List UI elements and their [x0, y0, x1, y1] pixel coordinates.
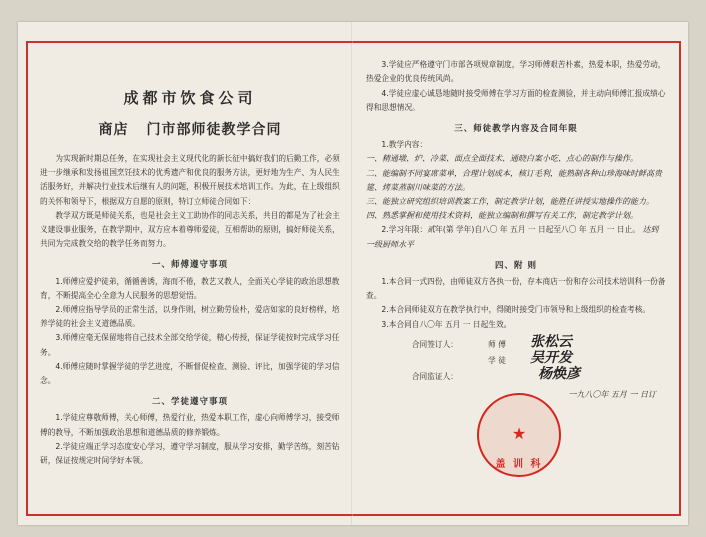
term-label: 2.学习年限： [381, 225, 428, 235]
master-label: 师 傅 [488, 339, 506, 349]
handwritten-content-line: 三、能独立研究组织培训教案工作，制定教学计划，能胜任讲授实地操作的能力。 [366, 197, 654, 207]
title-shop: 商店 [98, 122, 129, 138]
master-item: 4.师傅应随时掌握学徒的学艺进度，不断督促检查、测验、评比，加强学徒的学习信念。 [40, 361, 340, 386]
supervisor-row [366, 366, 666, 384]
signatory-row [366, 333, 666, 352]
student-item: 4.学徒应虚心诚恳地随时接受师傅在学习方面的检查测验，并主动向师傅汇报成绩心得和思想情况。 [366, 88, 666, 112]
supervisor-label: 合同监证人： [411, 372, 458, 382]
right-column [366, 44, 666, 403]
term-line [366, 223, 666, 251]
master-signature: 张松云 [530, 333, 572, 350]
signatories-label: 合同签订人： [411, 339, 458, 349]
content-label: 1.教学内容： [381, 140, 428, 150]
handwritten-content-line: 二、能编制不同宴席菜单，合理计划成本，核订毛利，能熟制各种山珍海味时鲜高贵筵、烤菜蒸制川味菜的方法。 [366, 168, 662, 192]
master-item: 1.师傅应爱护徒弟，循循善诱，海而不倦，教艺又教人，全面关心学徒的政治思想教育，不断提高全心全意为人民服务的思想觉悟。 [40, 276, 340, 300]
preamble [40, 152, 340, 251]
red-seal-stamp [477, 393, 561, 477]
center-fold-line [351, 22, 353, 525]
seal-star-icon: ★ [511, 424, 527, 443]
master-item: 2.师傅应指导学员的正常生活，以身作则，树立勤劳俭朴，爱店如家的良好榜样，培养学徒的社会主义道德品质。 [40, 305, 340, 329]
student-item: 1.学徒应尊敬师傅，关心师傅，热爱行业，热爱本职工作，虚心向师傅学习，接受师傅的教导，不断加强政治思想和道德品质的修养锻炼。 [40, 413, 340, 437]
student-row [366, 350, 666, 368]
left-column [40, 44, 340, 468]
student-label: 学 徒 [488, 356, 506, 366]
preamble-paragraph: 为实现新时期总任务，在实现社会主义现代化的新长征中搞好我们的后勤工作，必须进一步继承和发扬祖国烹饪技术的优秀遗产和优良的服务方法，更好地为生产、为人民生活服务好，并解决行业技术后继有人的问题，积极开展技术培训工作。为此，在上级组织的关怀和领导下，根据双方自愿的原则，特订立师徒合同如下： [40, 154, 340, 206]
section-content-title: 三、师徒教学内容及合同年限 [454, 124, 578, 135]
company-title: 成都市饮食公司 [123, 89, 257, 107]
student-item-continued [366, 44, 666, 58]
contract-title [40, 120, 340, 140]
term-tail: 年(第 学年)自八〇 年 五月 一 日起至八〇 年 五月 一 日止。 [435, 225, 640, 235]
title-contract: 门市部师徒教学合同 [146, 122, 282, 138]
term-years: 贰 [427, 225, 436, 235]
seal-text: 盖 训 科 [495, 459, 543, 470]
appendix-item: 3.本合同自八〇年 五月 一 日起生效。 [381, 319, 512, 329]
section-appendix-title: 四、附 则 [495, 260, 537, 271]
student-item: 2.学徒应端正学习态度安心学习，遵守学习制度，服从学习安排，勤学苦练，刻苦钻研，保证按规定时间学好本领。 [40, 441, 340, 466]
appendix-item: 1.本合同一式四份，由师徒双方各执一份，存本商店一份和存公司技术培训科一份备查。 [366, 277, 666, 301]
handwritten-content-line: 一、精通墩、炉、冷菜、面点全面技术、通晓白案小吃、点心的制作与操作。 [366, 154, 638, 164]
term-note: 达到一级厨师水平 [366, 225, 659, 249]
section-master-title: 一、师傅遵守事项 [151, 260, 228, 271]
appendix-item: 2.本合同师徒双方在教学执行中，得随时接受门市领导和上级组织的检查考核。 [381, 305, 651, 315]
master-item: 3.师傅应毫无保留地将自己技术全部交给学徒，精心传授，保证学徒按时完成学习任务。 [40, 333, 340, 357]
signing-date: 一九八〇年 五月 一 日订 [568, 390, 656, 400]
student-item: 3.学徒应严格遵守门市部各项规章制度，学习师傅艰苦朴素，热爱本职，热爱劳动，热爱企业的优良传统风尚。 [366, 60, 666, 84]
supervisor-signature: 杨焕彦 [538, 366, 580, 383]
preamble-paragraph: 教学双方既是师徒关系，也是社会主义工助协作的同志关系，共目的都是为了社会主义建设事业服务，在教学期中，双方应本着尊师爱徒，互相帮助的原则，搞好师徒关系，共同为完成教交给的教学任务而努力。 [40, 210, 340, 249]
handwritten-content-line: 四、熟悉掌握和使用技术资料，能独立编制和撰写有关工作，制定教学计划。 [366, 211, 638, 221]
section-student-title: 二、学徒遵守事项 [151, 397, 228, 408]
student-signature: 吴开发 [530, 350, 572, 367]
